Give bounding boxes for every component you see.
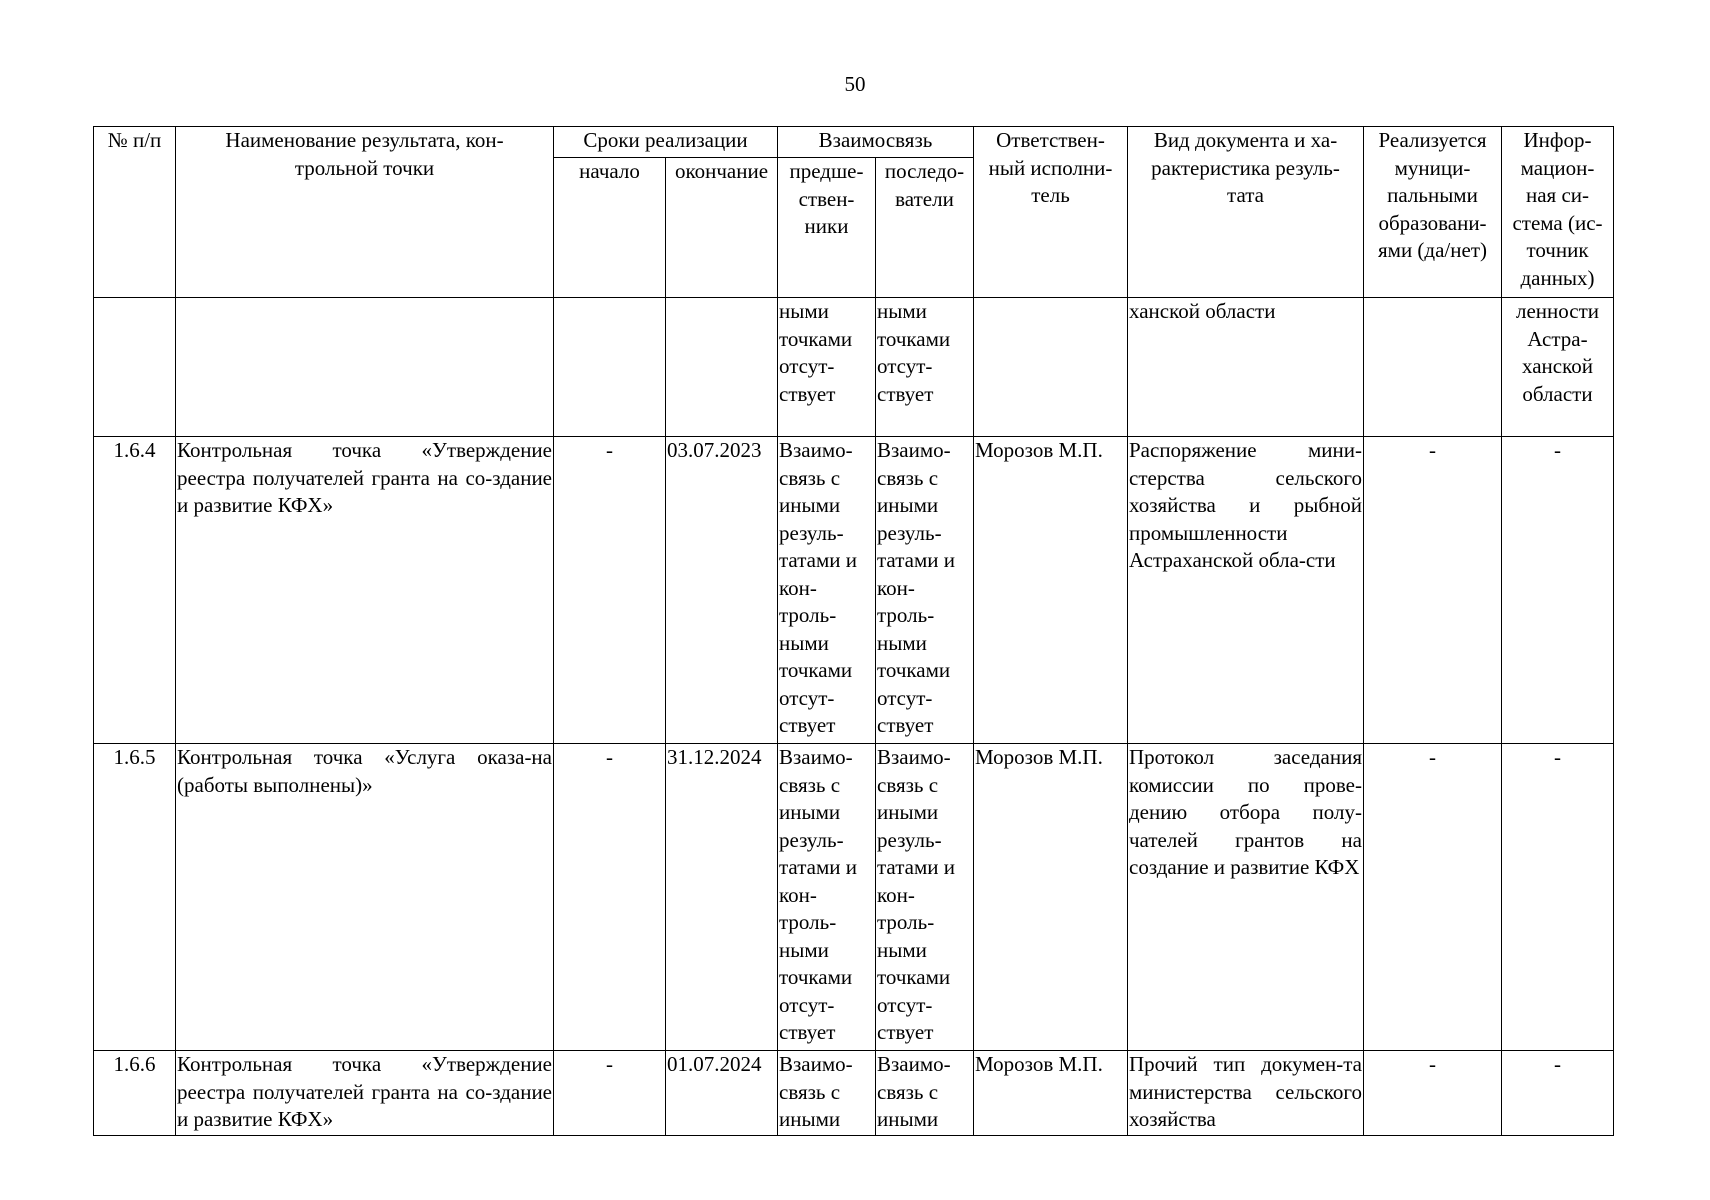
header-predecessors-line: ствен- [798,186,855,211]
text-line: ными [877,630,927,655]
text-line: ленности [1515,299,1600,323]
text-line: иными [779,1107,841,1131]
text-line: связь с [779,1079,841,1104]
cell-num: 1.6.4 [94,437,176,744]
cell-responsible: Морозов М.П. [974,744,1128,1051]
header-relation: Взаимосвязь [778,127,974,158]
text-line: ствует [779,1020,836,1044]
text-line: точками [877,658,951,682]
text-line: точками [779,658,853,682]
text-line: татами и [877,855,955,879]
page-number: 50 [844,72,866,96]
header-responsible: Ответствен-ный исполни-тель [974,127,1128,298]
header-municipal: Реализуется муници-пальными образовани-ями (да/нет) [1364,127,1502,298]
cell-responsible: Морозов М.П. [974,1051,1128,1136]
cell-info-system: - [1502,437,1614,744]
text-line: ствует [877,381,934,406]
text-line: ствует [877,713,934,737]
cell-doc-type: Протокол заседания комиссии по прове-дению отбора полу-чателей грантов на создание и развитие КФХ [1128,744,1364,1051]
text-line: Взаимо- [779,745,853,769]
header-predecessors-line: предше- [789,159,864,183]
text-line: иными [779,493,841,517]
text-line: точками [877,965,951,989]
text-line: ствует [779,381,836,406]
table-row [94,744,1614,1051]
cell-responsible: Морозов М.П. [974,437,1128,744]
header-predecessors [778,158,876,298]
text-line: резуль- [877,827,942,852]
text-line: ханской [1522,354,1593,378]
text-line: кон- [779,575,817,600]
header-name: Наименование результата, кон-трольной точки [176,127,554,298]
cell-municipal: - [1364,1051,1502,1136]
table-row [94,1051,1614,1136]
text-line: Взаимо- [779,1052,853,1076]
cell-start: - [554,744,666,1051]
header-terms: Сроки реализации [554,127,778,158]
text-line: Астра- [1527,326,1588,351]
text-line: ными [877,299,927,323]
cell-predecessors [778,298,876,437]
header-predecessors-line: ники [804,214,849,238]
cell-name: Контрольная точка «Утверждение реестра получателей гранта на со-здание и развитие КФХ» [176,437,554,744]
text-line: связь с [877,1079,939,1104]
cell-predecessors [778,1051,876,1136]
text-line: ными [779,630,829,655]
cell-successors [876,744,974,1051]
text-line: точками [779,965,853,989]
header-successors-line: ватели [895,186,954,211]
cell-doc-type: Прочий тип докумен-та министерства сельского хозяйства [1128,1051,1364,1136]
cell-start: - [554,1051,666,1136]
text-line: иными [877,800,939,824]
text-line: татами и [779,855,857,879]
results-table [93,126,1614,1136]
header-start: начало [554,158,666,298]
text-line: Взаимо- [877,1052,951,1076]
cell-successors [876,437,974,744]
cell-name: Контрольная точка «Услуга оказа-на (работы выполнены)» [176,744,554,1051]
text-line: троль- [877,603,935,627]
text-line: ствует [877,1020,934,1044]
header-num: № п/п [94,127,176,298]
cell-name [176,298,554,437]
text-line: ными [877,937,927,962]
cell-info-system: - [1502,744,1614,1051]
cell-responsible [974,298,1128,437]
table-row [94,437,1614,744]
text-line: резуль- [779,520,844,545]
header-successors-line: последо- [884,159,965,183]
text-line: отсут- [877,685,933,710]
cell-predecessors [778,437,876,744]
cell-doc-type: ханской области [1128,298,1364,437]
header-end: окончание [666,158,778,298]
cell-municipal: - [1364,744,1502,1051]
text-line: татами и [877,548,955,572]
cell-end: 01.07.2024 [666,1051,778,1136]
cell-info-system [1502,298,1614,437]
text-line: троль- [877,910,935,934]
text-line: ными [779,937,829,962]
text-line: кон- [877,575,915,600]
text-line: иными [877,493,939,517]
text-line: Взаимо- [779,438,853,462]
cell-municipal: - [1364,437,1502,744]
text-line: связь с [877,772,939,797]
cell-municipal [1364,298,1502,437]
text-line: ными [779,299,829,323]
text-line: иными [779,800,841,824]
text-line: отсут- [877,992,933,1017]
text-line: отсут- [779,354,835,378]
text-line: связь с [779,465,841,490]
header-info-system: Инфор-мацион-ная си-стема (ис-точник данных) [1502,127,1614,298]
text-line: отсут- [779,685,835,710]
text-line: точками [877,326,951,351]
cell-predecessors [778,744,876,1051]
text-line: кон- [877,882,915,907]
cell-start [554,298,666,437]
text-line: татами и [779,548,857,572]
text-line: кон- [779,882,817,907]
text-line: троль- [779,603,837,627]
text-line: отсут- [779,992,835,1017]
text-line: связь с [779,772,841,797]
cell-doc-type: Распоряжение мини-стерства сельского хозяйства и рыбной промышленности Астраханской обла-сти [1128,437,1364,744]
header-successors [876,158,974,298]
text-line: связь с [877,465,939,490]
cell-num [94,298,176,437]
text-line: Взаимо- [877,745,951,769]
text-line: троль- [779,910,837,934]
text-line: резуль- [877,520,942,545]
text-line: ствует [779,713,836,737]
header-doc-type: Вид документа и ха-рактеристика резуль-тата [1128,127,1364,298]
text-line: иными [877,1107,939,1131]
text-line: точками [779,326,853,351]
text-line: Взаимо- [877,438,951,462]
cell-start: - [554,437,666,744]
cell-num: 1.6.6 [94,1051,176,1136]
cell-num: 1.6.5 [94,744,176,1051]
cell-end: 03.07.2023 [666,437,778,744]
cell-end: 31.12.2024 [666,744,778,1051]
table-row-continuation [94,298,1614,437]
text-line: отсут- [877,354,933,378]
cell-end [666,298,778,437]
text-line: области [1522,381,1593,406]
cell-successors [876,298,974,437]
text-line: резуль- [779,827,844,852]
cell-info-system: - [1502,1051,1614,1136]
cell-name: Контрольная точка «Утверждение реестра получателей гранта на со-здание и развитие КФХ» [176,1051,554,1136]
table-header [94,127,1614,298]
cell-successors [876,1051,974,1136]
